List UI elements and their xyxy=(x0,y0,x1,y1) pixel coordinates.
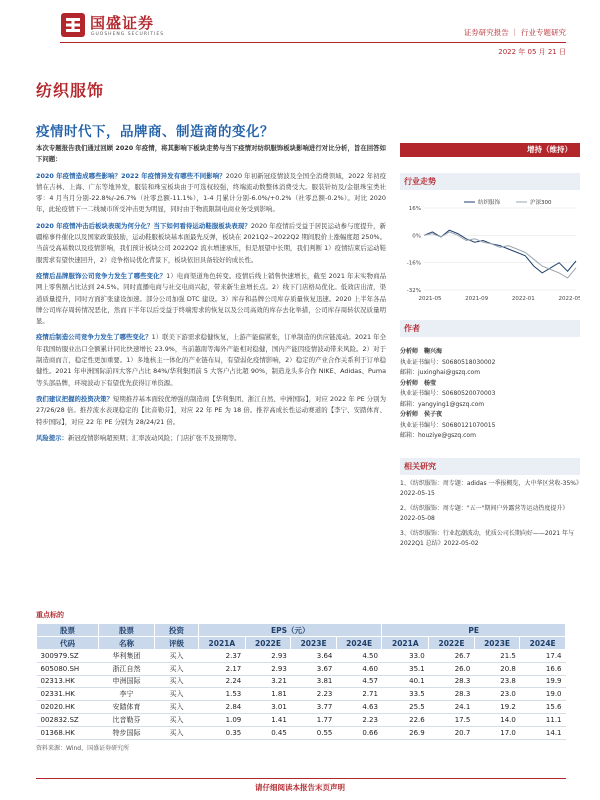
related-title: 相关研究 xyxy=(400,458,580,475)
table-cell: 1.41 xyxy=(245,713,291,726)
th-sub: 2021A xyxy=(382,637,429,650)
analyst-detail: 执业证书编号：S0680520070003 xyxy=(400,390,496,397)
table-cell: 3.21 xyxy=(245,675,291,688)
analyst-name-line xyxy=(400,410,580,421)
table-cell: 4.57 xyxy=(336,675,382,688)
analyst-name: 鞠兴海 xyxy=(424,348,443,355)
paragraph-lead: 2020 年疫情冲击后板块表现为何分化？当下如何看待运动鞋服板块表现？ xyxy=(36,221,251,230)
rating-badge: 增持（维持） xyxy=(400,143,580,157)
analyst-detail: 邮箱：juxinghai@gszq.com xyxy=(400,369,481,376)
table-cell: 0.45 xyxy=(245,726,291,739)
table-row xyxy=(37,726,566,739)
table-row xyxy=(37,713,566,726)
analyst-role: 分析师 xyxy=(400,379,419,387)
table-cell: 300979.SZ xyxy=(37,650,99,663)
table-cell: 1.09 xyxy=(199,713,246,726)
summary-paragraph xyxy=(36,433,386,444)
table-cell: 2.71 xyxy=(336,688,382,701)
table-cell: 买入 xyxy=(155,713,199,726)
table-cell: 申洲国际 xyxy=(99,675,155,688)
report-title: 疫情时代下，品牌商、制造商的变化？ xyxy=(36,124,274,140)
y-tick-label: 0% xyxy=(412,233,421,240)
y-tick-label: 16% xyxy=(408,206,421,212)
legend-label: 纺织服饰 xyxy=(478,200,501,206)
table-cell: 华利集团 xyxy=(99,650,155,663)
table-cell: 26.9 xyxy=(382,726,429,739)
trend-chart xyxy=(400,194,580,304)
analyst-role: 分析师 xyxy=(400,411,419,418)
table-cell: 17.5 xyxy=(429,713,475,726)
paragraph-lead: 2020 年疫情造成哪些影响？2022 年疫情异发有哪些不同影响？ xyxy=(36,171,226,180)
sidebar xyxy=(400,143,580,554)
summary-paragraph xyxy=(36,394,386,428)
th-sub: 2024E xyxy=(520,637,566,650)
summary-paragraph xyxy=(36,143,386,166)
th-sub: 代码 xyxy=(37,637,99,650)
paragraph-lead: 风险提示： xyxy=(36,433,68,442)
table-cell: 14.0 xyxy=(474,713,520,726)
table-cell: 3.77 xyxy=(291,701,337,714)
legend-label: 沪深300 xyxy=(530,200,552,206)
analyst-detail: 邮箱：houziye@gszq.com xyxy=(400,432,476,439)
table-cell: 02020.HK xyxy=(37,701,99,714)
table-cell: 15.6 xyxy=(520,701,566,714)
table-cell: 3.01 xyxy=(245,701,291,714)
related-research-list xyxy=(400,479,580,550)
company-logo xyxy=(60,12,170,42)
related-research-item[interactable]: 1、《纺织服饰：周专题：adidas 一季报概览，大中华区营收-35%》2022-05-15 xyxy=(400,479,579,497)
trend-chart-svg xyxy=(400,194,580,304)
y-tick-label: -32% xyxy=(406,288,421,294)
table-cell: 26.0 xyxy=(429,662,475,675)
trend-title: 行业走势 xyxy=(400,173,580,190)
table-head-row-top xyxy=(37,624,566,637)
table-cell: 605080.SH xyxy=(37,662,99,675)
table-cell: 19.9 xyxy=(520,675,566,688)
table-cell: 2.23 xyxy=(291,688,337,701)
table-cell: 20.7 xyxy=(429,726,475,739)
paragraph-body: 2020 年疫情后受益于居民运动参与度提升，新疆棉事件催化以及国家政策鼓励，运动鞋服板块基本面最先反弹，板块在 2021Q2~2022Q2 期间股价上涨幅度超 250%。当前受高基数以及疫情影响，我们预计板块公司 2022Q2 流水增速承压，但是展望中长期，我们判断 1）疫情结束后运动鞋服需求有望快速回升，2）竞争格局优化背景下，板块依旧具备较好的成长性。 xyxy=(36,221,386,264)
table-cell: 26.7 xyxy=(429,650,475,663)
table-cell: 28.3 xyxy=(429,688,475,701)
table-cell: 1.81 xyxy=(245,688,291,701)
th-pe: PE xyxy=(382,624,566,637)
table-cell: 002832.SZ xyxy=(37,713,99,726)
report-type: 证券研究报告 ｜ 行业专题研究 xyxy=(463,28,566,37)
table-cell: 2.84 xyxy=(199,701,246,714)
table-cell: 1.77 xyxy=(291,713,337,726)
summary-paragraph xyxy=(36,332,386,388)
table-cell: 3.64 xyxy=(291,650,337,663)
table-cell: 特步国际 xyxy=(99,726,155,739)
table-cell: 3.81 xyxy=(291,675,337,688)
analyst-name-line xyxy=(400,347,580,358)
analyst-detail: 执业证书编号：S0680121070015 xyxy=(400,421,496,429)
paragraph-lead: 疫情后制造公司竞争力发生了哪些变化？ xyxy=(36,333,152,342)
table-cell: 4.63 xyxy=(336,701,382,714)
table-cell: 0.66 xyxy=(336,726,382,739)
table-cell: 11.1 xyxy=(520,713,566,726)
table-cell: 4.60 xyxy=(336,662,382,675)
paragraph-lead: 本次专题报告我们通过回顾 2020 年疫情，将其影响下板块走势与当下疫情对纺织服饰板块影响进行对比分析，旨在回答如下问题： xyxy=(36,144,386,164)
th-name: 股票 xyxy=(99,624,155,637)
table-cell: 2.37 xyxy=(199,650,246,663)
table-cell: 22.6 xyxy=(382,713,429,726)
table-cell: 24.1 xyxy=(429,701,475,714)
table-cell: 16.6 xyxy=(520,662,566,675)
th-sub: 2023E xyxy=(474,637,520,650)
paragraph-body: 1）电商渠道角色转变。疫情后线上销售快速增长，截至 2021 年末实物商品网上零售额占比达到 24.5%。同时直播电商与社交电商兴起，带来新生意增长点。2）线下门店格局优化。低效店出清，渠道质量提升，同时方面扩张建设加速。部分公司加强 DTC 建设。3）库存和品牌公司库存质量恢复迅速。2020 上半年各品牌公司库存周转情况恶化，然而下半年以后受益于终端需求的恢复以及公司高效的库存去化举措，公司库存周转状况质量明显。 xyxy=(36,271,386,326)
table-cell: 19.0 xyxy=(520,688,566,701)
table-cell: 买入 xyxy=(155,675,199,688)
logo-text-cn: 国盛证券 xyxy=(90,14,155,32)
logo-mark-icon xyxy=(60,12,86,38)
table-head-row-sub xyxy=(37,637,566,650)
table-cell: 2.24 xyxy=(199,675,246,688)
table-cell: 20.8 xyxy=(474,662,520,675)
table-cell: 01368.HK xyxy=(37,726,99,739)
table-cell: 4.50 xyxy=(336,650,382,663)
th-sub: 评级 xyxy=(155,637,199,650)
table-row xyxy=(37,662,566,675)
table-title: 重点标的 xyxy=(36,611,64,619)
table-cell: 买入 xyxy=(155,662,199,675)
table-cell: 2.93 xyxy=(245,650,291,663)
table-cell: 21.5 xyxy=(474,650,520,663)
table-cell: 0.55 xyxy=(291,726,337,739)
summary-paragraph xyxy=(36,271,386,327)
table-cell: 安踏体育 xyxy=(99,701,155,714)
table-cell: 33.0 xyxy=(382,650,429,663)
th-sub: 2022E xyxy=(245,637,291,650)
table-cell: 0.35 xyxy=(199,726,246,739)
table-cell: 40.1 xyxy=(382,675,429,688)
paragraph-body: 新冠疫情影响超预期；汇率波动风险；门店扩张不及预期等。 xyxy=(67,433,241,442)
th-rating: 投资 xyxy=(155,624,199,637)
paragraph-body: 2020 年初新冠疫情波及全国全消费领域，2022 年初疫情在吉林、上海、广东等地异发，服装和珠宝板块由于可选权较强，终端流动数整体消费受大。服装针纺及/金银珠宝类社零：4 月当月分别-22.8%/-26.7%（社零总额-11.1%），1-4 月累计分别-6.0%/+0.2%（社零总额-0.2%）。对比 2020 年，此轮疫情下一二线城市所受冲击更为明显，同时由于物流限制电商业务受到影响。 xyxy=(36,171,387,214)
table-cell: 28.3 xyxy=(429,675,475,688)
header-divider xyxy=(60,42,566,43)
table-row xyxy=(37,675,566,688)
paragraph-body: 短期推荐基本面较优增强的制造商【华利集团、浙江自然、申洲国际】，对应 2022 年 PE 分别为 27/26/28 倍。推荐流水表现稳定的【比音勒芬】，对应 22 年 PE 为 18 倍。推荐高成长性运动赛道的【李宁、安踏体育、特步国际】，对应 22 年 PE 分别为 28/24/21 倍。 xyxy=(36,394,386,426)
footer-divider xyxy=(36,778,566,779)
table-cell: 02313.HK xyxy=(37,675,99,688)
footer-disclaimer: 请仔细阅读本报告末页声明 xyxy=(255,783,345,792)
x-tick-label: 2022-01 xyxy=(511,296,535,302)
paragraph-body: 1）联美下游需求稳健恢复，上游产能偏紧张，订单制造的供应链流动。2021 年全年我国纺服业出口全额累计同比快速增长 23.9%，当前越南等海外产能相对稳健，国内产能因疫情波动带来风险。2）对于制造商而言，稳定性更加重要。1）多地核主一体化的产业链布局，有望弱化疫情影响，2）稳定的产业合作关系利于订单稳健性。2021 年申洲国际前四大客户占比 84%/华利集团前 5 大客户占比超 90%，制造龙头多合作 NIKE、Adidas、Puma 等头部品牌，环境波动下有望优先获得订单资源。 xyxy=(36,333,386,387)
summary-paragraph xyxy=(36,171,386,216)
th-sub: 名称 xyxy=(99,637,155,650)
x-tick-label: 2022-05 xyxy=(558,296,580,302)
table-cell: 25.5 xyxy=(382,701,429,714)
logo-text-en: GUOSHENG SECURITIES xyxy=(91,32,165,37)
table-row xyxy=(37,688,566,701)
table-cell: 2.17 xyxy=(199,662,246,675)
th-sub: 2021A xyxy=(199,637,246,650)
series-line xyxy=(424,232,576,278)
paragraph-lead: 疫情后品牌服饰公司竞争力发生了哪些变化？ xyxy=(36,271,167,280)
table-cell: 2.23 xyxy=(336,713,382,726)
table-cell: 李宁 xyxy=(99,688,155,701)
table-cell: 17.0 xyxy=(474,726,520,739)
th-code: 股票 xyxy=(37,624,99,637)
table-row xyxy=(37,650,566,663)
x-tick-label: 2021-09 xyxy=(465,296,489,302)
analyst-detail: 邮箱：yangying1@gszq.com xyxy=(400,400,485,408)
table-row xyxy=(37,701,566,714)
table-cell: 14.1 xyxy=(520,726,566,739)
th-sub: 2023E xyxy=(291,637,337,650)
table-source: 资料来源：Wind，国盛证券研究所 xyxy=(36,744,130,752)
related-research-item[interactable]: 3、《纺织服饰：行业起潮波动，优质公司长期向好——2021 年与 2022Q1 总结》2022-05-02 xyxy=(400,529,574,547)
analyst-role: 分析师 xyxy=(400,348,419,355)
table-cell: 33.5 xyxy=(382,688,429,701)
analyst-detail: 执业证书编号：S0680518030002 xyxy=(400,358,496,366)
report-date: 2022 年 05 月 21 日 xyxy=(498,48,566,56)
y-tick-label: -16% xyxy=(406,260,421,267)
summary-column xyxy=(36,143,386,449)
analyst-name: 杨莹 xyxy=(424,379,437,387)
related-research-item[interactable]: 2、《纺织服饰：周专题："五一"期间户外露营等运动热度提升》2022-05-08 xyxy=(400,504,569,522)
table-cell: 19.2 xyxy=(474,701,520,714)
summary-paragraph xyxy=(36,221,386,266)
th-eps: EPS（元） xyxy=(199,624,382,637)
table-cell: 买入 xyxy=(155,726,199,739)
table-cell: 23.0 xyxy=(474,688,520,701)
series-line xyxy=(424,230,576,273)
table-cell: 比音勒芬 xyxy=(99,713,155,726)
table-cell: 浙江自然 xyxy=(99,662,155,675)
industry-name: 纺织服饰 xyxy=(36,81,105,100)
table-cell: 2.93 xyxy=(245,662,291,675)
th-sub: 2024E xyxy=(336,637,382,650)
table-cell: 买入 xyxy=(155,650,199,663)
table-cell: 3.67 xyxy=(291,662,337,675)
table-cell: 23.8 xyxy=(474,675,520,688)
key-stocks-table xyxy=(36,623,566,740)
table-cell: 买入 xyxy=(155,688,199,701)
table-cell: 1.53 xyxy=(199,688,246,701)
report-header xyxy=(0,0,600,60)
analyst-name-line xyxy=(400,379,580,390)
paragraph-lead: 我们建议把握的投资决策？ xyxy=(36,394,113,403)
table-body xyxy=(37,650,566,740)
analyst-list xyxy=(400,347,580,442)
analyst-name: 侯子夜 xyxy=(424,411,443,418)
author-title: 作者 xyxy=(400,320,580,337)
table-cell: 02331.HK xyxy=(37,688,99,701)
x-tick-label: 2021-05 xyxy=(418,296,442,302)
th-sub: 2022E xyxy=(429,637,475,650)
table-cell: 35.1 xyxy=(382,662,429,675)
table-cell: 买入 xyxy=(155,701,199,714)
table-cell: 17.4 xyxy=(520,650,566,663)
key-stocks-section xyxy=(36,610,566,752)
